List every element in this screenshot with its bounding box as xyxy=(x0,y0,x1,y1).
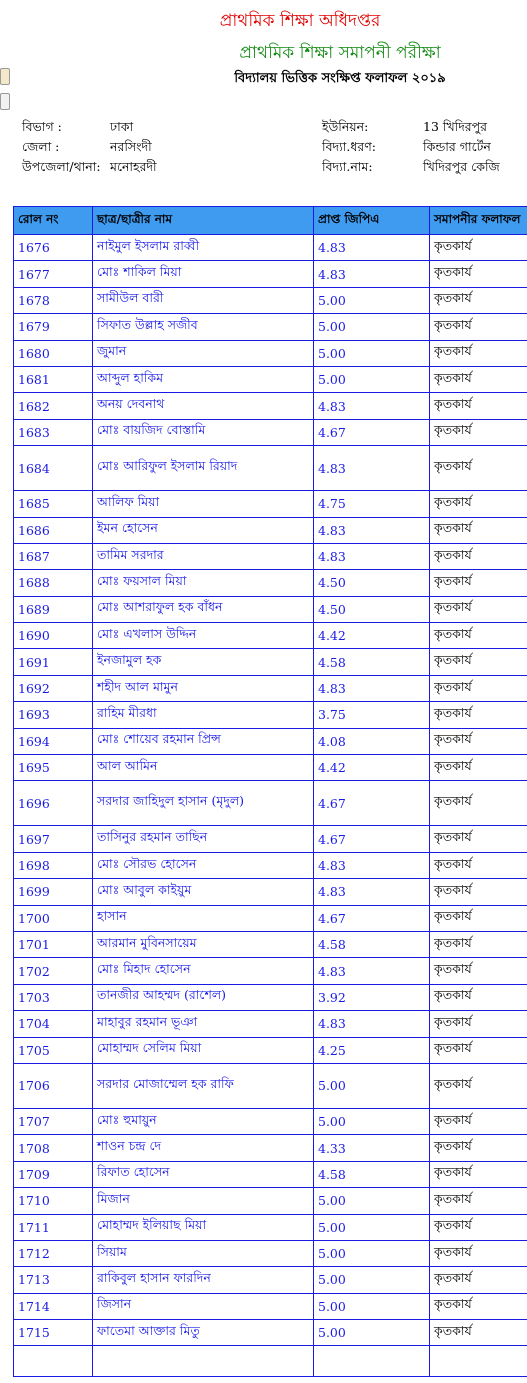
cell-gpa: 4.67 xyxy=(314,781,430,826)
table-row xyxy=(14,728,527,754)
cell-name: শহীদ আল মামুন xyxy=(93,675,314,701)
cell-result: কৃতকার্য xyxy=(430,1037,527,1063)
cell-gpa: 4.58 xyxy=(314,649,430,675)
cell-roll: 1707 xyxy=(14,1108,93,1134)
cell-result: কৃতকার্য xyxy=(430,984,527,1010)
cell-roll: 1703 xyxy=(14,984,93,1010)
cell-name: মোঃ এখলাস উদ্দিন xyxy=(93,623,314,649)
table-row xyxy=(14,1161,527,1187)
table-row xyxy=(14,419,527,445)
cell-gpa: 5.00 xyxy=(314,314,430,340)
cell-roll: 1681 xyxy=(14,366,93,392)
table-row xyxy=(14,543,527,569)
table-body xyxy=(14,235,527,1377)
school-type-label: বিদ্যা.ধরণ: xyxy=(322,139,376,154)
cell-result: কৃতকার্য xyxy=(430,570,527,596)
table-row xyxy=(14,905,527,931)
table-row xyxy=(14,781,527,826)
cell-gpa: 4.50 xyxy=(314,596,430,622)
cell-name: সিয়াম xyxy=(93,1240,314,1266)
table-row xyxy=(14,1063,527,1108)
cell-name: সিফাত উল্লাহ সজীব xyxy=(93,314,314,340)
division-label: বিভাগ : xyxy=(22,119,62,134)
cell-result: কৃতকার্য xyxy=(430,675,527,701)
table-row xyxy=(14,852,527,878)
cell-result: কৃতকার্য xyxy=(430,517,527,543)
cell-name: মোঃ শোয়েব রহমান প্রিন্স xyxy=(93,728,314,754)
cell-name: মোঃ আবুল কাইয়ুম xyxy=(93,879,314,905)
cell-gpa: 4.67 xyxy=(314,826,430,852)
cell-roll: 1706 xyxy=(14,1063,93,1108)
cell-roll: 1705 xyxy=(14,1037,93,1063)
cell-name: জুমান xyxy=(93,340,314,366)
cell-name: আব্দুল হাকিম xyxy=(93,366,314,392)
cell-gpa: 5.00 xyxy=(314,366,430,392)
table-row xyxy=(14,649,527,675)
cell-name: মোঃ বায়জিদ বোস্তামি xyxy=(93,419,314,445)
cell-roll: 1679 xyxy=(14,314,93,340)
cell-result: কৃতকার্য xyxy=(430,781,527,826)
cell-roll: 1710 xyxy=(14,1188,93,1214)
cell-name: অনয় দেবনাথ xyxy=(93,393,314,419)
cell-name: মোহাম্মদ ইলিয়াছ মিয়া xyxy=(93,1214,314,1240)
cell-gpa: 4.75 xyxy=(314,491,430,517)
cell-name: আলিফ মিয়া xyxy=(93,491,314,517)
cell-name: মোঃ ফয়সাল মিয়া xyxy=(93,570,314,596)
cell-result: কৃতকার্য xyxy=(430,446,527,491)
cell-result: কৃতকার্য xyxy=(430,340,527,366)
cell-gpa: 4.83 xyxy=(314,517,430,543)
cell-name: রাকিবুল হাসান ফারদিন xyxy=(93,1267,314,1293)
cell-gpa: 4.08 xyxy=(314,728,430,754)
table-row xyxy=(14,879,527,905)
cell-gpa: 4.58 xyxy=(314,931,430,957)
cell-result: কৃতকার্য xyxy=(430,958,527,984)
table-row xyxy=(14,702,527,728)
table-row xyxy=(14,366,527,392)
cell-roll: 1715 xyxy=(14,1320,93,1346)
cell-result: কৃতকার্য xyxy=(430,1188,527,1214)
cell-name: মোঃ আরিফুল ইসলাম রিয়াদ xyxy=(93,446,314,491)
cell-result: কৃতকার্য xyxy=(430,1214,527,1240)
cell-roll: 1708 xyxy=(14,1135,93,1161)
cell-name: সামীউল বারী xyxy=(93,287,314,313)
cell-roll: 1704 xyxy=(14,1011,93,1037)
cell-roll: 1688 xyxy=(14,570,93,596)
empty-cell xyxy=(93,1346,314,1377)
cell-gpa: 4.83 xyxy=(314,675,430,701)
school-type-value: কিন্ডার গার্টেন xyxy=(423,139,491,154)
table-row xyxy=(14,984,527,1010)
table-row xyxy=(14,1320,527,1346)
table-row xyxy=(14,1240,527,1266)
cell-gpa: 4.67 xyxy=(314,419,430,445)
school-name-value: খিদিরপুর কেজি xyxy=(423,159,500,174)
table-row xyxy=(14,314,527,340)
cell-gpa: 4.58 xyxy=(314,1161,430,1187)
cell-roll: 1698 xyxy=(14,852,93,878)
cell-result: কৃতকার্য xyxy=(430,596,527,622)
cell-gpa: 4.42 xyxy=(314,623,430,649)
cell-gpa: 4.83 xyxy=(314,261,430,287)
cell-result: কৃতকার্য xyxy=(430,649,527,675)
cell-gpa: 5.00 xyxy=(314,1108,430,1134)
cell-roll: 1709 xyxy=(14,1161,93,1187)
table-row xyxy=(14,755,527,781)
cell-result: কৃতকার্য xyxy=(430,1267,527,1293)
cell-result: কৃতকার্য xyxy=(430,1011,527,1037)
cell-gpa: 5.00 xyxy=(314,1267,430,1293)
empty-cell xyxy=(14,1346,93,1377)
department-title: প্রাথমিক শিক্ষা অধিদপ্তর xyxy=(219,11,381,31)
header-name: ছাত্র/ছাত্রীর নাম xyxy=(93,207,314,235)
upazila-label: উপজেলা/থানা: xyxy=(22,159,101,174)
cell-roll: 1686 xyxy=(14,517,93,543)
empty-row xyxy=(14,1346,527,1377)
cell-result: কৃতকার্য xyxy=(430,543,527,569)
union-label: ইউনিয়ন: xyxy=(322,119,369,134)
cell-name: ইনজামুল হক xyxy=(93,649,314,675)
table-row xyxy=(14,491,527,517)
cell-roll: 1676 xyxy=(14,235,93,261)
cell-name: মোঃ আশরাফুল হক বাঁধন xyxy=(93,596,314,622)
cell-gpa: 4.83 xyxy=(314,1011,430,1037)
table-row xyxy=(14,1135,527,1161)
upazila-value: মনোহরদী xyxy=(110,159,157,174)
cell-name: জিসান xyxy=(93,1293,314,1319)
table-row xyxy=(14,958,527,984)
cell-name: সরদার মোজাম্মেল হক রাফি xyxy=(93,1063,314,1108)
cell-result: কৃতকার্য xyxy=(430,1320,527,1346)
cell-result: কৃতকার্য xyxy=(430,1063,527,1108)
cell-gpa: 4.25 xyxy=(314,1037,430,1063)
table-row xyxy=(14,340,527,366)
cell-result: কৃতকার্য xyxy=(430,1108,527,1134)
table-row xyxy=(14,235,527,261)
table-row xyxy=(14,446,527,491)
table-row xyxy=(14,1011,527,1037)
cell-name: তানজীর আহম্মদ (রাশেল) xyxy=(93,984,314,1010)
cell-gpa: 5.00 xyxy=(314,1240,430,1266)
cell-gpa: 5.00 xyxy=(314,1293,430,1319)
cell-gpa: 5.00 xyxy=(314,1063,430,1108)
cell-name: শাওন চন্দ্র দে xyxy=(93,1135,314,1161)
cell-name: মোঃ সৌরভ হোসেন xyxy=(93,852,314,878)
cell-result: কৃতকার্য xyxy=(430,419,527,445)
table-row xyxy=(14,826,527,852)
table-row xyxy=(14,570,527,596)
division-value: ঢাকা xyxy=(110,119,134,134)
cell-roll: 1683 xyxy=(14,419,93,445)
cell-gpa: 5.00 xyxy=(314,1188,430,1214)
table-row xyxy=(14,393,527,419)
cell-name: ফাতেমা আক্তার মিতু xyxy=(93,1320,314,1346)
cell-result: কৃতকার্য xyxy=(430,728,527,754)
table-row xyxy=(14,675,527,701)
cell-gpa: 5.00 xyxy=(314,1320,430,1346)
table-row xyxy=(14,517,527,543)
cell-result: কৃতকার্য xyxy=(430,879,527,905)
school-name-label: বিদ্যা.নাম: xyxy=(322,159,373,174)
table-row xyxy=(14,287,527,313)
table-row xyxy=(14,1108,527,1134)
table-header-row xyxy=(14,207,527,235)
header-gpa: প্রাপ্ত জিপিএ xyxy=(314,207,430,235)
toolbar-button-2[interactable] xyxy=(0,93,10,110)
cell-gpa: 5.00 xyxy=(314,340,430,366)
cell-roll: 1711 xyxy=(14,1214,93,1240)
cell-gpa: 4.83 xyxy=(314,879,430,905)
cell-roll: 1699 xyxy=(14,879,93,905)
cell-result: কৃতকার্য xyxy=(430,755,527,781)
cell-result: কৃতকার্য xyxy=(430,314,527,340)
cell-result: কৃতকার্য xyxy=(430,366,527,392)
table-row xyxy=(14,1214,527,1240)
cell-result: কৃতকার্য xyxy=(430,702,527,728)
cell-roll: 1680 xyxy=(14,340,93,366)
cell-roll: 1687 xyxy=(14,543,93,569)
cell-gpa: 5.00 xyxy=(314,1214,430,1240)
cell-roll: 1700 xyxy=(14,905,93,931)
cell-gpa: 4.83 xyxy=(314,543,430,569)
union-value: 13 খিদিরপুর xyxy=(423,119,488,134)
cell-name: আরমান মুবিনসায়েম xyxy=(93,931,314,957)
cell-roll: 1701 xyxy=(14,931,93,957)
table-row xyxy=(14,1267,527,1293)
cell-name: ইমন হোসেন xyxy=(93,517,314,543)
cell-roll: 1712 xyxy=(14,1240,93,1266)
header-roll: রোল নং xyxy=(14,207,93,235)
cell-result: কৃতকার্য xyxy=(430,623,527,649)
cell-gpa: 3.92 xyxy=(314,984,430,1010)
cell-name: নাইমুল ইসলাম রাব্বী xyxy=(93,235,314,261)
cell-result: কৃতকার্য xyxy=(430,905,527,931)
cell-name: রিফাত হোসেন xyxy=(93,1161,314,1187)
cell-name: মোহাম্মদ সেলিম মিয়া xyxy=(93,1037,314,1063)
cell-gpa: 4.42 xyxy=(314,755,430,781)
empty-cell xyxy=(314,1346,430,1377)
cell-result: কৃতকার্য xyxy=(430,1293,527,1319)
cell-result: কৃতকার্য xyxy=(430,393,527,419)
cell-name: মিজান xyxy=(93,1188,314,1214)
cell-name: মোঃ শাকিল মিয়া xyxy=(93,261,314,287)
cell-result: কৃতকার্য xyxy=(430,852,527,878)
cell-roll: 1713 xyxy=(14,1267,93,1293)
table-row xyxy=(14,261,527,287)
cell-result: কৃতকার্য xyxy=(430,826,527,852)
cell-roll: 1684 xyxy=(14,446,93,491)
empty-cell xyxy=(430,1346,527,1377)
cell-roll: 1678 xyxy=(14,287,93,313)
cell-roll: 1692 xyxy=(14,675,93,701)
cell-roll: 1689 xyxy=(14,596,93,622)
cell-gpa: 4.83 xyxy=(314,393,430,419)
cell-name: আল আমিন xyxy=(93,755,314,781)
cell-roll: 1702 xyxy=(14,958,93,984)
cell-roll: 1677 xyxy=(14,261,93,287)
cell-name: মোঃ মিহাদ হোসেন xyxy=(93,958,314,984)
cell-roll: 1714 xyxy=(14,1293,93,1319)
cell-roll: 1696 xyxy=(14,781,93,826)
district-label: জেলা : xyxy=(22,139,60,154)
cell-name: মোঃ হুমায়ুন xyxy=(93,1108,314,1134)
cell-result: কৃতকার্য xyxy=(430,235,527,261)
cell-roll: 1690 xyxy=(14,623,93,649)
table-row xyxy=(14,1037,527,1063)
cell-gpa: 4.83 xyxy=(314,958,430,984)
table-row xyxy=(14,596,527,622)
cell-gpa: 4.83 xyxy=(314,446,430,491)
cell-roll: 1697 xyxy=(14,826,93,852)
table-row xyxy=(14,931,527,957)
cell-name: তাসিনুর রহমান তাছিন xyxy=(93,826,314,852)
cell-roll: 1685 xyxy=(14,491,93,517)
cell-gpa: 3.75 xyxy=(314,702,430,728)
table-row xyxy=(14,1293,527,1319)
cell-result: কৃতকার্য xyxy=(430,1161,527,1187)
cell-roll: 1695 xyxy=(14,755,93,781)
cell-result: কৃতকার্য xyxy=(430,287,527,313)
table-row xyxy=(14,1188,527,1214)
cell-roll: 1682 xyxy=(14,393,93,419)
cell-gpa: 4.33 xyxy=(314,1135,430,1161)
cell-gpa: 5.00 xyxy=(314,287,430,313)
cell-gpa: 4.67 xyxy=(314,905,430,931)
district-value: নরসিংদী xyxy=(110,139,152,154)
cell-gpa: 4.83 xyxy=(314,235,430,261)
results-table xyxy=(13,206,527,1377)
cell-result: কৃতকার্য xyxy=(430,261,527,287)
cell-name: সরদার জাহিদুল হাসান (মৃদুল) xyxy=(93,781,314,826)
cell-result: কৃতকার্য xyxy=(430,491,527,517)
table-row xyxy=(14,623,527,649)
cell-roll: 1691 xyxy=(14,649,93,675)
cell-result: কৃতকার্য xyxy=(430,1240,527,1266)
report-title: বিদ্যালয় ভিত্তিক সংক্ষিপ্ত ফলাফল ২০১৯ xyxy=(234,71,446,86)
cell-gpa: 4.50 xyxy=(314,570,430,596)
header-result: সমাপনীর ফলাফল xyxy=(430,207,527,235)
exam-title: প্রাথমিক শিক্ষা সমাপনী পরীক্ষা xyxy=(239,43,441,63)
cell-result: কৃতকার্য xyxy=(430,1135,527,1161)
cell-result: কৃতকার্য xyxy=(430,931,527,957)
cell-roll: 1694 xyxy=(14,728,93,754)
cell-name: হাসান xyxy=(93,905,314,931)
cell-name: মাহাবুর রহমান ভূঞা xyxy=(93,1011,314,1037)
cell-roll: 1693 xyxy=(14,702,93,728)
cell-name: তামিম সরদার xyxy=(93,543,314,569)
cell-name: রাহিম মীরধা xyxy=(93,702,314,728)
cell-gpa: 4.83 xyxy=(314,852,430,878)
